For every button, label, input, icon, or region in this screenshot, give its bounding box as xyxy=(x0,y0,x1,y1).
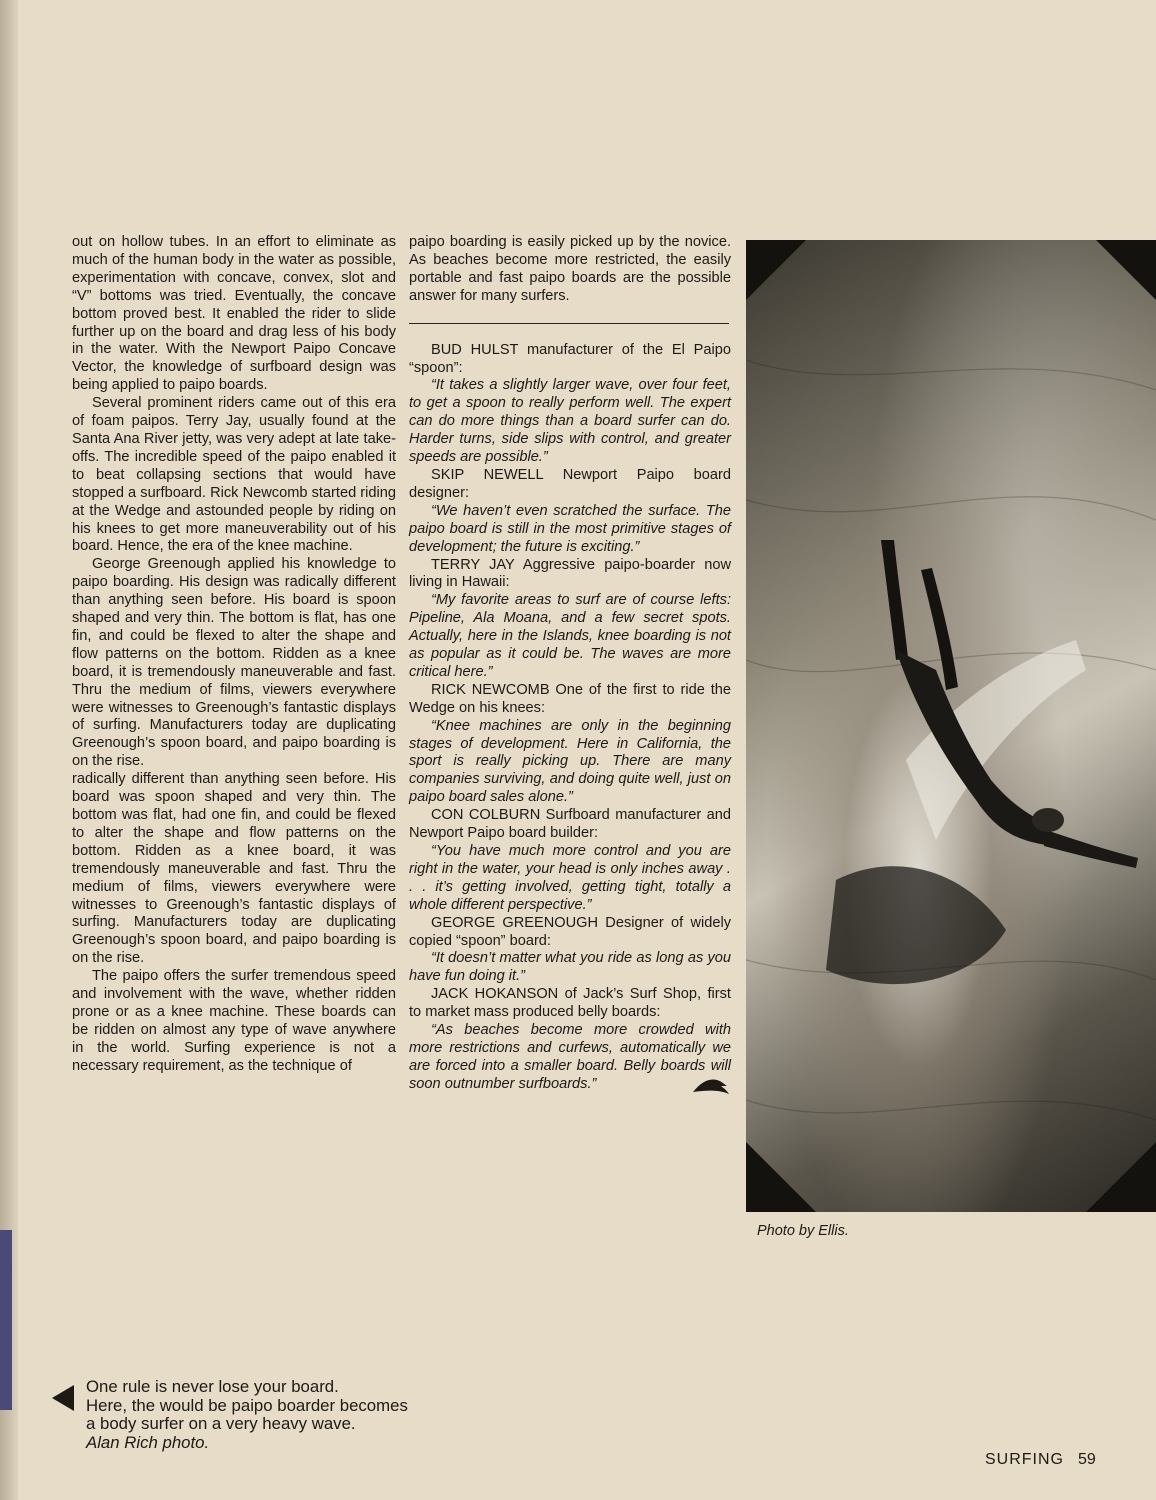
quote-attribution: SKIP NEWELL Newport Paipo board designer: xyxy=(409,466,731,501)
paragraph: out on hollow tubes. In an effort to eliminate as much of the human body in the water as possible, experimentation with concave, convex, slot and “V” bottoms was tried. Eventually, the concave bottom proved best. It enabled the rider to slide further up on the board and drag less of his body in the water. With the Newport Paipo Concave Vector, the knowledge of surfboard design was being applied to paipo boards. xyxy=(72,234,396,394)
paragraph: The paipo offers the surfer tremendous speed and involvement with the wave, whether ridden prone or as a knee machine. These boards can be ridden on almost any type of wave anywhere in the world. Surfing experience is not a necessary requirement, as the technique of xyxy=(72,968,396,1074)
quote-attribution: TERRY JAY Aggressive paipo-boarder now living in Hawaii: xyxy=(409,556,731,591)
paragraph: paipo boarding is easily picked up by the novice. As beaches become more restricted, the easily portable and fast paipo boards are the possible answer for many surfers. xyxy=(409,234,731,304)
paragraph: George Greenough applied his knowledge to paipo boarding. His design was radically different than anything seen before. His board is spoon shaped and very thin. The bottom is flat, has one fin, and could be flexed to alter the shape and flow patterns on the bottom. Ridden as a knee board, it is tremendously maneuverable and fast. Thru the medium of films, viewers everywhere were witnesses to Greenough’s fantastic displays of surfing. Manufacturers today are duplicating Greenough’s spoon board, and paipo boarding is on the rise. xyxy=(72,556,396,770)
article-column-2 xyxy=(409,234,731,1096)
page-number: 59 xyxy=(1078,1451,1096,1468)
quote-text: “It takes a slightly larger wave, over four feet, to get a spoon to really perform well. The expert can do more things than a board surfer can do. Harder turns, side slips with control, and greater speeds are possible.” xyxy=(409,377,731,466)
quote-attribution: BUD HULST manufacturer of the El Paipo “spoon”: xyxy=(409,341,731,376)
quote-text: “My favorite areas to surf are of course lefts: Pipeline, Ala Moana, and a few secret spots. Actually, here in the Islands, knee boarding is not as popular as it could be. The waves are more critical here.” xyxy=(409,592,731,680)
quote-attribution: CON COLBURN Surfboard manufacturer and Newport Paipo board builder: xyxy=(409,807,731,842)
caption-credit: Alan Rich photo. xyxy=(86,1432,210,1452)
quote-text: “Knee machines are only in the beginning stages of development. Here in California, the sport is really picking up. There are many companies surviving, and doing quite well, just on paipo board sales alone.” xyxy=(409,717,731,806)
article-column-1 xyxy=(72,234,396,1076)
caption-line: a body surfer on a very heavy wave. xyxy=(86,1414,356,1433)
quote-attribution: GEORGE GREENOUGH Designer of widely copied “spoon” board: xyxy=(409,914,731,949)
quote-text: “As beaches become more crowded with more restrictions and curfews, automatically we are forced into a smaller board. Belly boards will soon outnumber surfboards.” xyxy=(409,1022,731,1092)
quote-attribution: JACK HOKANSON of Jack’s Surf Shop, first to market mass produced belly boards: xyxy=(409,986,731,1021)
page-folio xyxy=(985,1451,1096,1469)
section-rule xyxy=(409,323,729,324)
photo-credit: Photo by Ellis. xyxy=(757,1223,849,1239)
quote-text: “We haven’t even scratched the surface. The paipo board is still in the most primitive stages of development; the future is exciting.” xyxy=(409,502,731,555)
paragraph: radically different than anything seen before. His board was spoon shaped and very thin. The bottom was flat, had one fin, and could be flexed to alter the shape and flow patterns on the bottom. Ridden as a knee board, it was tremendously maneuverable and fast. Thru the medium of films, viewers everywhere were witnesses to Greenough’s fantastic displays of surfing. Manufacturers today are duplicating Greenough’s spoon board, and paipo boarding is on the rise. xyxy=(72,771,396,967)
paragraph: Several prominent riders came out of this era of foam paipos. Terry Jay, usually found at the Santa Ana River jetty, was very adept at late take-offs. The incredible speed of the paipo enabled it to beat collapsing sections that would have stopped a surfboard. Rick Newcomb started riding at the Wedge and astounded people by riding on his knees to get more maneuverability out of his board. Hence, the era of the knee machine. xyxy=(72,395,396,555)
quote-text: “It doesn’t matter what you ride as long as you have fun doing it.” xyxy=(409,950,731,985)
caption-line: One rule is never lose your board. xyxy=(86,1377,339,1396)
page-gutter xyxy=(0,0,18,1500)
photo-caption xyxy=(86,1378,408,1452)
quote-attribution: RICK NEWCOMB One of the first to ride the Wedge on his knees: xyxy=(409,681,731,716)
quote-text: “You have much more control and you are right in the water, your head is only inches away . . . it’s getting involved, getting tight, totally a whole different perspective.” xyxy=(409,843,731,913)
caption-arrow-icon xyxy=(52,1385,74,1411)
caption-line: Here, the would be paipo boarder becomes xyxy=(86,1395,408,1415)
facing-page-edge xyxy=(0,1230,12,1410)
magazine-name: SURFING xyxy=(985,1451,1064,1468)
surf-photo xyxy=(746,240,1156,1212)
